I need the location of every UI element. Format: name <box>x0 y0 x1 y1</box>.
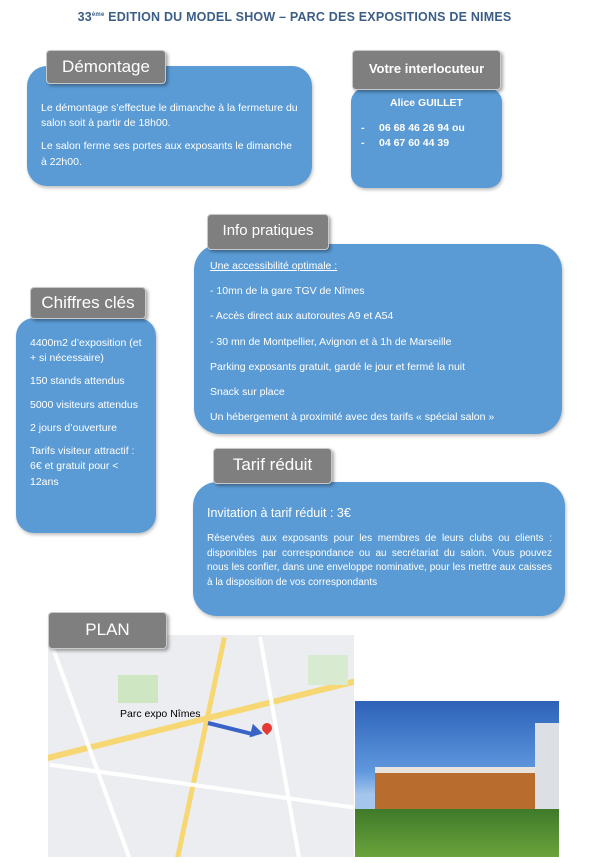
contact-phone-2: 04 67 60 44 39 <box>379 137 450 150</box>
tarif-heading: Invitation à tarif réduit : 3€ <box>207 506 351 520</box>
info-tab-label: Info pratiques <box>222 222 314 239</box>
plan-tab <box>48 612 167 649</box>
map-road <box>174 637 227 857</box>
info-item: - 30 mn de Montpellier, Avignon et à 1h de Marseille <box>210 335 452 348</box>
chiffres-tab <box>30 287 146 319</box>
chiffre-item: 5000 visiteurs attendus <box>30 398 138 411</box>
tarif-tab <box>213 448 332 484</box>
contact-tab-label: Votre interlocuteur <box>368 61 485 76</box>
edition-number: 33 <box>77 10 92 24</box>
location-map[interactable] <box>48 635 354 857</box>
info-item: - Accès direct aux autoroutes A9 et A54 <box>210 310 394 323</box>
chiffres-box <box>16 318 156 533</box>
photo-building-roof <box>375 767 550 773</box>
page-title-text: EDITION DU MODEL SHOW – PARC DES EXPOSITIONS DE NIMES <box>104 10 512 24</box>
tarif-tab-label: Tarif réduit <box>232 455 313 474</box>
info-box <box>194 244 562 434</box>
map-label: Parc expo Nîmes <box>120 708 201 720</box>
contact-box <box>351 88 502 188</box>
demontage-text-2: Le salon ferme ses portes aux exposants le dimanche à 22h00. <box>41 140 292 168</box>
contact-phone-1-row <box>361 121 492 136</box>
chiffre-item: 2 jours d’ouverture <box>30 421 117 434</box>
chiffre-item: 4400m2 d’exposition (et + si nécessaire) <box>30 337 142 365</box>
edition-superscript: ème <box>91 11 105 18</box>
demontage-box <box>27 66 312 186</box>
photo-grass <box>355 809 559 857</box>
demontage-text-1: Le démontage s’effectue le dimanche à la fermeture du salon soit à partir de 18h00. <box>41 102 298 130</box>
tarif-body: Réservées aux exposants pour les membres de leurs clubs ou clients : disponibles par correspondance ou au secrétariat du salon. Vous pouvez nous les confier, dans une enveloppe nominative, pour les mettre aux caisses à la disposition de vos correspondants <box>207 533 552 588</box>
info-heading: Une accessibilité optimale : <box>210 260 338 272</box>
demontage-tab <box>46 50 166 84</box>
demontage-tab-label: Démontage <box>62 57 150 76</box>
photo-building-tall <box>535 723 559 813</box>
chiffre-item: 150 stands attendus <box>30 375 125 388</box>
map-road <box>258 636 302 857</box>
info-item: Un hébergement à proximité avec des tarifs « spécial salon » <box>210 411 495 424</box>
page-title <box>0 10 589 24</box>
info-item: Snack sur place <box>210 386 285 399</box>
tarif-box <box>193 482 565 616</box>
contact-phone-2-row <box>361 136 492 151</box>
venue-photo <box>355 701 559 857</box>
info-item: Parking exposants gratuit, gardé le jour et fermé la nuit <box>210 360 466 373</box>
info-tab <box>207 214 329 250</box>
info-item: - 10mn de la gare TGV de Nîmes <box>210 285 365 298</box>
contact-name: Alice GUILLET <box>390 97 463 109</box>
contact-phone-1: 06 68 46 26 94 ou <box>379 122 465 135</box>
photo-building <box>375 771 550 813</box>
plan-tab-label: PLAN <box>85 620 130 639</box>
bullet-dash: - <box>361 137 365 150</box>
map-road <box>49 641 131 857</box>
map-park-area <box>118 675 158 703</box>
map-park-area <box>308 655 348 685</box>
map-arrow-icon <box>208 721 256 736</box>
contact-tab <box>352 50 501 90</box>
chiffre-item: Tarifs visiteur attractif : 6€ et gratuit pour < 12ans <box>30 445 135 488</box>
chiffres-tab-label: Chiffres clés <box>41 293 135 312</box>
bullet-dash: - <box>361 122 365 135</box>
